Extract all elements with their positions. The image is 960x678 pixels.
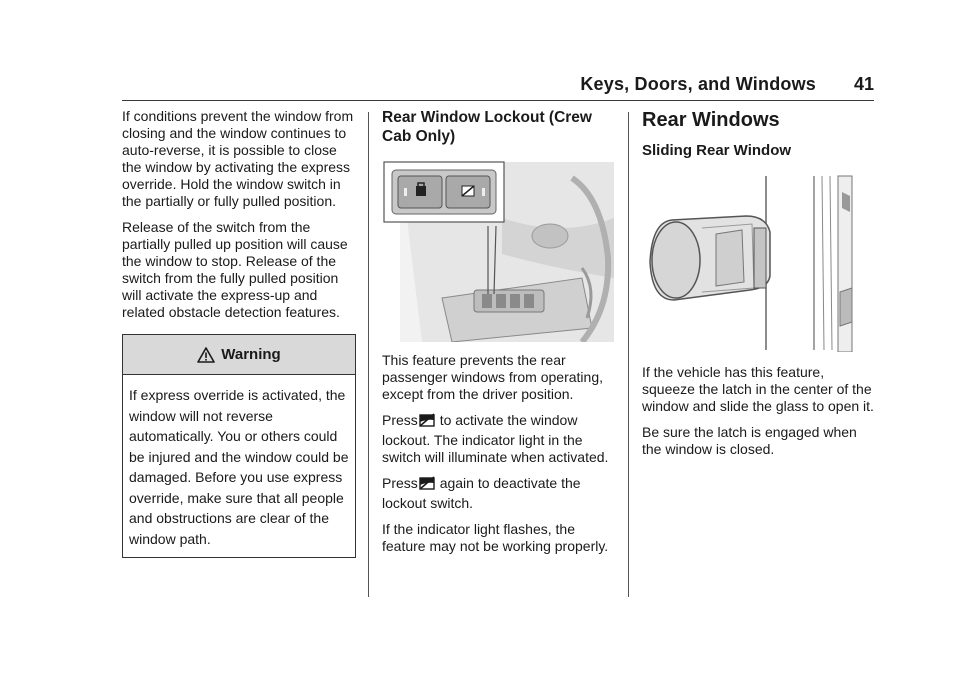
deactivate-lockout-text: again to deactivate the lockout switch. (382, 475, 581, 511)
press-text-2: Press (382, 475, 418, 491)
column-divider-2 (628, 112, 629, 597)
column-3 (642, 108, 874, 467)
warning-text: If express override is activated, the window will not reverse automatically. You or others could be injured and the window could be damaged. Before you use express override, make sure that all people and obstructions are clear of the window path. (129, 387, 349, 547)
activate-lockout-text: to activate the window lockout. The indicator light in the switch will illuminate when activated. (382, 412, 609, 465)
warning-title: Warning (221, 346, 281, 363)
column-divider-1 (368, 112, 369, 597)
paragraph-release-switch: Release of the switch from the partially pulled up position will cause the window to stop. Release of the switch from the fully pulled position will activate the express-up and related obstacle detection features. (122, 219, 348, 320)
heading-rear-windows: Rear Windows (642, 109, 780, 131)
sliding-rear-window-latch-illustration (642, 172, 874, 352)
page-header (122, 72, 874, 101)
warning-triangle-icon (197, 347, 215, 363)
window-lockout-icon (419, 412, 435, 432)
column-1 (122, 108, 356, 558)
paragraph-indicator-flashes: If the indicator light flashes, the feature may not be working properly. (382, 521, 609, 554)
paragraph-lockout-description: This feature prevents the rear passenger windows from operating, except from the driver position. (382, 352, 604, 402)
page-number: 41 (853, 74, 874, 94)
window-lockout-icon (419, 475, 435, 495)
warning-body (123, 375, 355, 557)
paragraph-activate-lockout (382, 412, 616, 466)
heading-rear-window-lockout: Rear Window Lockout (Crew Cab Only) (382, 109, 592, 145)
paragraph-latch-engaged: Be sure the latch is engaged when the window is closed. (642, 424, 857, 457)
column-2 (382, 108, 616, 564)
section-title: Keys, Doors, and Windows (580, 74, 816, 94)
warning-header (123, 335, 355, 375)
warning-box (122, 334, 356, 558)
subheading-sliding-rear-window: Sliding Rear Window (642, 142, 792, 159)
paragraph-express-override: If conditions prevent the window from closing and the window continues to auto-reverse, it is possible to close the window by activating the express override. Hold the window switch in the partially or fully pulled position. (122, 108, 354, 209)
lockout-switch-illustration (382, 158, 614, 342)
paragraph-squeeze-latch: If the vehicle has this feature, squeeze the latch in the center of the window and slide the glass to open it. (642, 364, 874, 414)
press-text-1: Press (382, 412, 418, 428)
paragraph-deactivate-lockout (382, 475, 616, 512)
